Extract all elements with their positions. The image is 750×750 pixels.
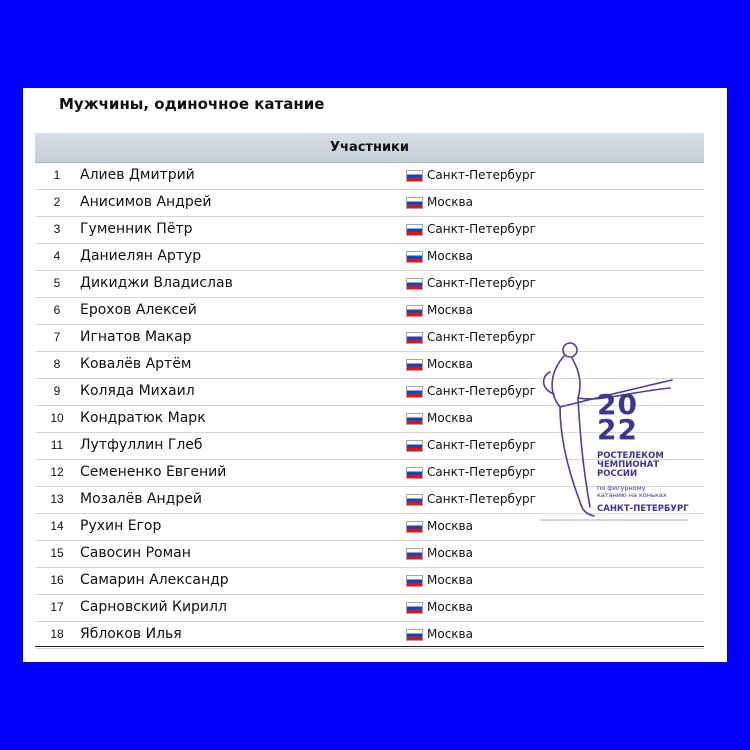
row-number: 17 — [50, 600, 64, 614]
participant-city: Москва — [427, 546, 473, 560]
participant-city: Санкт-Петербург — [427, 330, 536, 344]
russia-flag-icon — [407, 279, 422, 289]
russia-flag-icon — [407, 360, 422, 370]
logo-year: 20 22 — [597, 388, 638, 446]
participant-name: Дикиджи Владислав — [80, 275, 233, 291]
russia-flag-icon — [407, 603, 422, 613]
table-row — [35, 271, 704, 298]
row-number: 12 — [50, 465, 64, 479]
row-number: 7 — [53, 330, 61, 344]
table-row — [35, 298, 704, 325]
participant-name: Семененко Евгений — [80, 464, 227, 480]
row-number: 6 — [53, 303, 61, 317]
row-number: 14 — [50, 519, 64, 533]
participant-name: Савосин Роман — [80, 545, 191, 561]
participant-name: Алиев Дмитрий — [80, 167, 195, 183]
participant-name: Яблоков Илья — [80, 626, 182, 642]
row-number: 2 — [53, 195, 61, 209]
participant-city: Москва — [427, 357, 473, 371]
row-number: 9 — [53, 384, 61, 398]
logo-city: САНКТ-ПЕТЕРБУРГ — [597, 504, 689, 514]
participant-city: Санкт-Петербург — [427, 465, 536, 479]
participant-city: Санкт-Петербург — [427, 384, 536, 398]
participant-city: Санкт-Петербург — [427, 492, 536, 506]
table-bottom-border — [35, 646, 704, 647]
russia-flag-icon — [407, 495, 422, 505]
russia-flag-icon — [407, 414, 422, 424]
russia-flag-icon — [407, 306, 422, 316]
logo-line-1: РОСТЕЛЕКОМ — [597, 451, 664, 461]
participant-name: Анисимов Андрей — [80, 194, 212, 210]
russia-flag-icon — [407, 387, 422, 397]
logo-line-3: РОССИИ — [597, 469, 638, 479]
russia-flag-icon — [407, 441, 422, 451]
page-title: Мужчины, одиночное катание — [59, 95, 325, 113]
russia-flag-icon — [407, 225, 422, 235]
row-number: 11 — [50, 438, 64, 452]
row-number: 4 — [53, 249, 61, 263]
russia-flag-icon — [407, 630, 422, 640]
participant-name: Гуменник Пётр — [80, 221, 193, 237]
participant-city: Москва — [427, 249, 473, 263]
row-number: 16 — [50, 573, 64, 587]
russia-flag-icon — [407, 333, 422, 343]
participant-city: Москва — [427, 573, 473, 587]
row-number: 15 — [50, 546, 64, 560]
table-header: Участники — [35, 133, 704, 163]
logo-title — [597, 452, 697, 479]
participant-city: Санкт-Петербург — [427, 438, 536, 452]
participant-city: Москва — [427, 411, 473, 425]
participant-name: Ерохов Алексей — [80, 302, 197, 318]
participant-city: Санкт-Петербург — [427, 222, 536, 236]
russia-flag-icon — [407, 198, 422, 208]
table-row — [35, 541, 704, 568]
row-number: 8 — [53, 357, 61, 371]
row-number: 1 — [53, 168, 61, 182]
russia-flag-icon — [407, 549, 422, 559]
russia-flag-icon — [407, 171, 422, 181]
participant-name: Лутфуллин Глеб — [80, 437, 203, 453]
participant-name: Даниелян Артур — [80, 248, 202, 264]
row-number: 13 — [50, 492, 64, 506]
participant-name: Мозалёв Андрей — [80, 491, 202, 507]
participant-city: Москва — [427, 627, 473, 641]
row-number: 5 — [53, 276, 61, 290]
logo-line-2: ЧЕМПИОНАТ — [597, 460, 660, 470]
russia-flag-icon — [407, 576, 422, 586]
table-row — [35, 190, 704, 217]
participant-name: Игнатов Макар — [80, 329, 192, 345]
table-row — [35, 217, 704, 244]
participant-city: Москва — [427, 303, 473, 317]
row-number: 3 — [53, 222, 61, 236]
participant-city: Москва — [427, 600, 473, 614]
participant-city: Москва — [427, 195, 473, 209]
participant-name: Самарин Александр — [80, 572, 229, 588]
row-number: 18 — [50, 627, 64, 641]
logo-sub-1: по фигурному — [597, 484, 646, 492]
logo-sub-2: катанию на коньках — [597, 491, 667, 499]
logo-subtitle — [597, 485, 697, 499]
table-row — [35, 163, 704, 190]
table-row — [35, 244, 704, 271]
participant-name: Коляда Михаил — [80, 383, 195, 399]
participant-city: Санкт-Петербург — [427, 168, 536, 182]
participant-name: Сарновский Кирилл — [80, 599, 227, 615]
table-row — [35, 568, 704, 595]
russia-flag-icon — [407, 252, 422, 262]
participant-name: Рухин Егор — [80, 518, 162, 534]
participant-city: Москва — [427, 519, 473, 533]
participant-name: Ковалёв Артём — [80, 356, 192, 372]
row-number: 10 — [50, 411, 64, 425]
table-row — [35, 622, 704, 649]
table-row — [35, 595, 704, 622]
russia-flag-icon — [407, 468, 422, 478]
russia-flag-icon — [407, 522, 422, 532]
participant-name: Кондратюк Марк — [80, 410, 206, 426]
participant-city: Санкт-Петербург — [427, 276, 536, 290]
